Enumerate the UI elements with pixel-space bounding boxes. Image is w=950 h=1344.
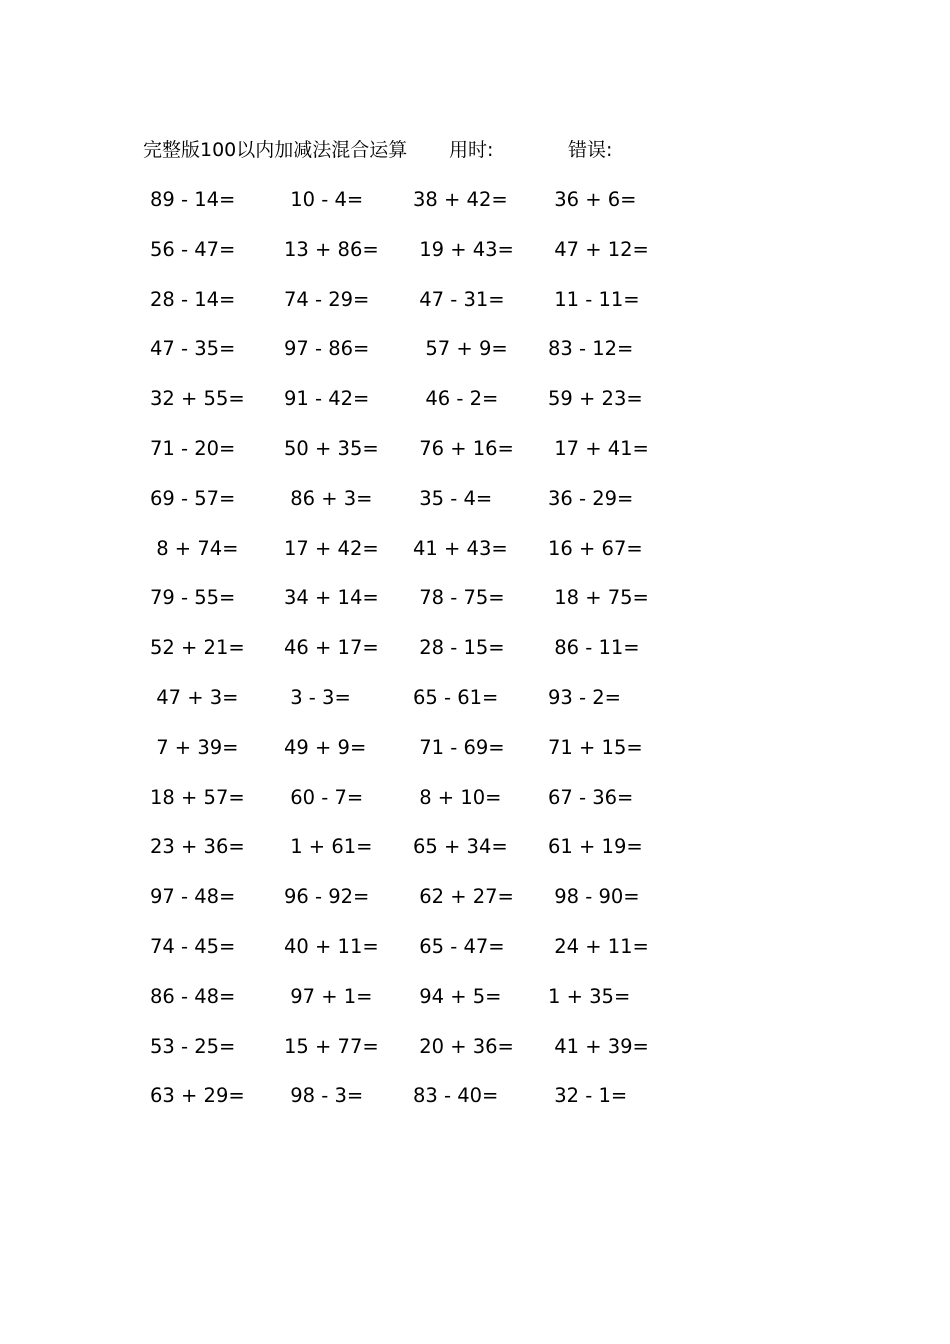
problem-item: 91 - 42= <box>284 387 370 411</box>
problem-item: 89 - 14= <box>150 188 236 211</box>
problem-item: 47 - 31= <box>413 287 505 311</box>
problem-item: 35 - 4= <box>413 486 493 510</box>
problem-item: 97 - 48= <box>150 885 236 909</box>
problem-item: 40 + 11= <box>284 934 379 958</box>
problem-item: 61 + 19= <box>548 835 643 859</box>
problem-item: 47 + 3= <box>150 685 239 709</box>
problem-row <box>0 832 950 882</box>
problem-item: 36 - 29= <box>548 486 634 510</box>
problem-item: 86 - 48= <box>150 984 236 1008</box>
errors-label: 错误: <box>568 139 613 161</box>
problem-row <box>0 783 950 833</box>
problem-item: 83 - 12= <box>548 337 634 361</box>
problem-item: 97 - 86= <box>284 337 370 361</box>
problem-item: 60 - 7= <box>284 785 364 809</box>
problem-item: 28 - 15= <box>413 636 505 660</box>
worksheet-header <box>0 135 950 165</box>
problem-item: 41 + 39= <box>548 1034 649 1058</box>
problem-item: 98 - 90= <box>548 885 640 909</box>
problem-item: 46 - 2= <box>413 387 499 411</box>
problem-item: 57 + 9= <box>413 337 508 361</box>
problem-item: 32 - 1= <box>548 1084 628 1108</box>
problem-row <box>0 733 950 783</box>
problem-item: 1 + 35= <box>548 984 631 1008</box>
problem-item: 74 - 45= <box>150 934 236 958</box>
problem-item: 98 - 3= <box>284 1084 364 1108</box>
time-label: 用时: <box>449 139 494 161</box>
problem-row <box>0 185 950 235</box>
problem-item: 16 + 67= <box>548 536 643 560</box>
problem-item: 47 - 35= <box>150 337 236 361</box>
problem-item: 13 + 86= <box>284 237 379 261</box>
problem-item: 83 - 40= <box>413 1084 499 1108</box>
problem-item: 93 - 2= <box>548 685 621 709</box>
problem-item: 8 + 10= <box>413 785 502 809</box>
problem-grid <box>0 185 950 1131</box>
problem-row <box>0 384 950 434</box>
problem-item: 19 + 43= <box>413 237 514 261</box>
problem-item: 62 + 27= <box>413 885 514 909</box>
problem-item: 76 + 16= <box>413 436 514 460</box>
worksheet-title: 完整版100以内加减法混合运算 <box>143 139 408 161</box>
problem-item: 15 + 77= <box>284 1034 379 1058</box>
problem-row <box>0 1032 950 1082</box>
problem-item: 65 - 47= <box>413 934 505 958</box>
problem-item: 53 - 25= <box>150 1034 236 1058</box>
problem-item: 65 - 61= <box>413 685 499 709</box>
problem-item: 1 + 61= <box>284 835 373 859</box>
problem-row <box>0 235 950 285</box>
problem-row <box>0 534 950 584</box>
problem-item: 11 - 11= <box>548 287 640 311</box>
problem-item: 47 + 12= <box>548 237 649 261</box>
problem-item: 67 - 36= <box>548 785 634 809</box>
problem-item: 86 + 3= <box>284 486 373 510</box>
problem-item: 3 - 3= <box>284 685 351 709</box>
problem-row <box>0 932 950 982</box>
problem-item: 20 + 36= <box>413 1034 514 1058</box>
problem-item: 56 - 47= <box>150 237 236 261</box>
problem-row <box>0 633 950 683</box>
problem-item: 36 + 6= <box>548 188 637 211</box>
problem-row <box>0 1081 950 1131</box>
problem-item: 50 + 35= <box>284 436 379 460</box>
problem-item: 18 + 57= <box>150 785 245 809</box>
problem-item: 34 + 14= <box>284 586 379 610</box>
problem-item: 46 + 17= <box>284 636 379 660</box>
problem-item: 7 + 39= <box>150 735 239 759</box>
problem-item: 78 - 75= <box>413 586 505 610</box>
problem-item: 24 + 11= <box>548 934 649 958</box>
problem-item: 71 + 15= <box>548 735 643 759</box>
problem-item: 74 - 29= <box>284 287 370 311</box>
problem-item: 41 + 43= <box>413 536 508 560</box>
problem-row <box>0 683 950 733</box>
problem-item: 10 - 4= <box>284 188 364 211</box>
problem-row <box>0 982 950 1032</box>
problem-item: 52 + 21= <box>150 636 245 660</box>
problem-item: 71 - 20= <box>150 436 236 460</box>
problem-item: 49 + 9= <box>284 735 367 759</box>
problem-row <box>0 484 950 534</box>
problem-item: 17 + 42= <box>284 536 379 560</box>
problem-item: 97 + 1= <box>284 984 373 1008</box>
problem-item: 86 - 11= <box>548 636 640 660</box>
problem-item: 8 + 74= <box>150 536 239 560</box>
problem-item: 28 - 14= <box>150 287 236 311</box>
problem-item: 96 - 92= <box>284 885 370 909</box>
problem-item: 79 - 55= <box>150 586 236 610</box>
problem-item: 23 + 36= <box>150 835 245 859</box>
problem-item: 32 + 55= <box>150 387 245 411</box>
problem-item: 38 + 42= <box>413 188 508 211</box>
problem-item: 94 + 5= <box>413 984 502 1008</box>
problem-row <box>0 882 950 932</box>
problem-item: 59 + 23= <box>548 387 643 411</box>
problem-item: 63 + 29= <box>150 1084 245 1108</box>
problem-item: 71 - 69= <box>413 735 505 759</box>
problem-row <box>0 334 950 384</box>
problem-item: 65 + 34= <box>413 835 508 859</box>
problem-row <box>0 285 950 335</box>
problem-item: 17 + 41= <box>548 436 649 460</box>
problem-item: 18 + 75= <box>548 586 649 610</box>
problem-row <box>0 583 950 633</box>
problem-item: 69 - 57= <box>150 486 236 510</box>
problem-row <box>0 434 950 484</box>
